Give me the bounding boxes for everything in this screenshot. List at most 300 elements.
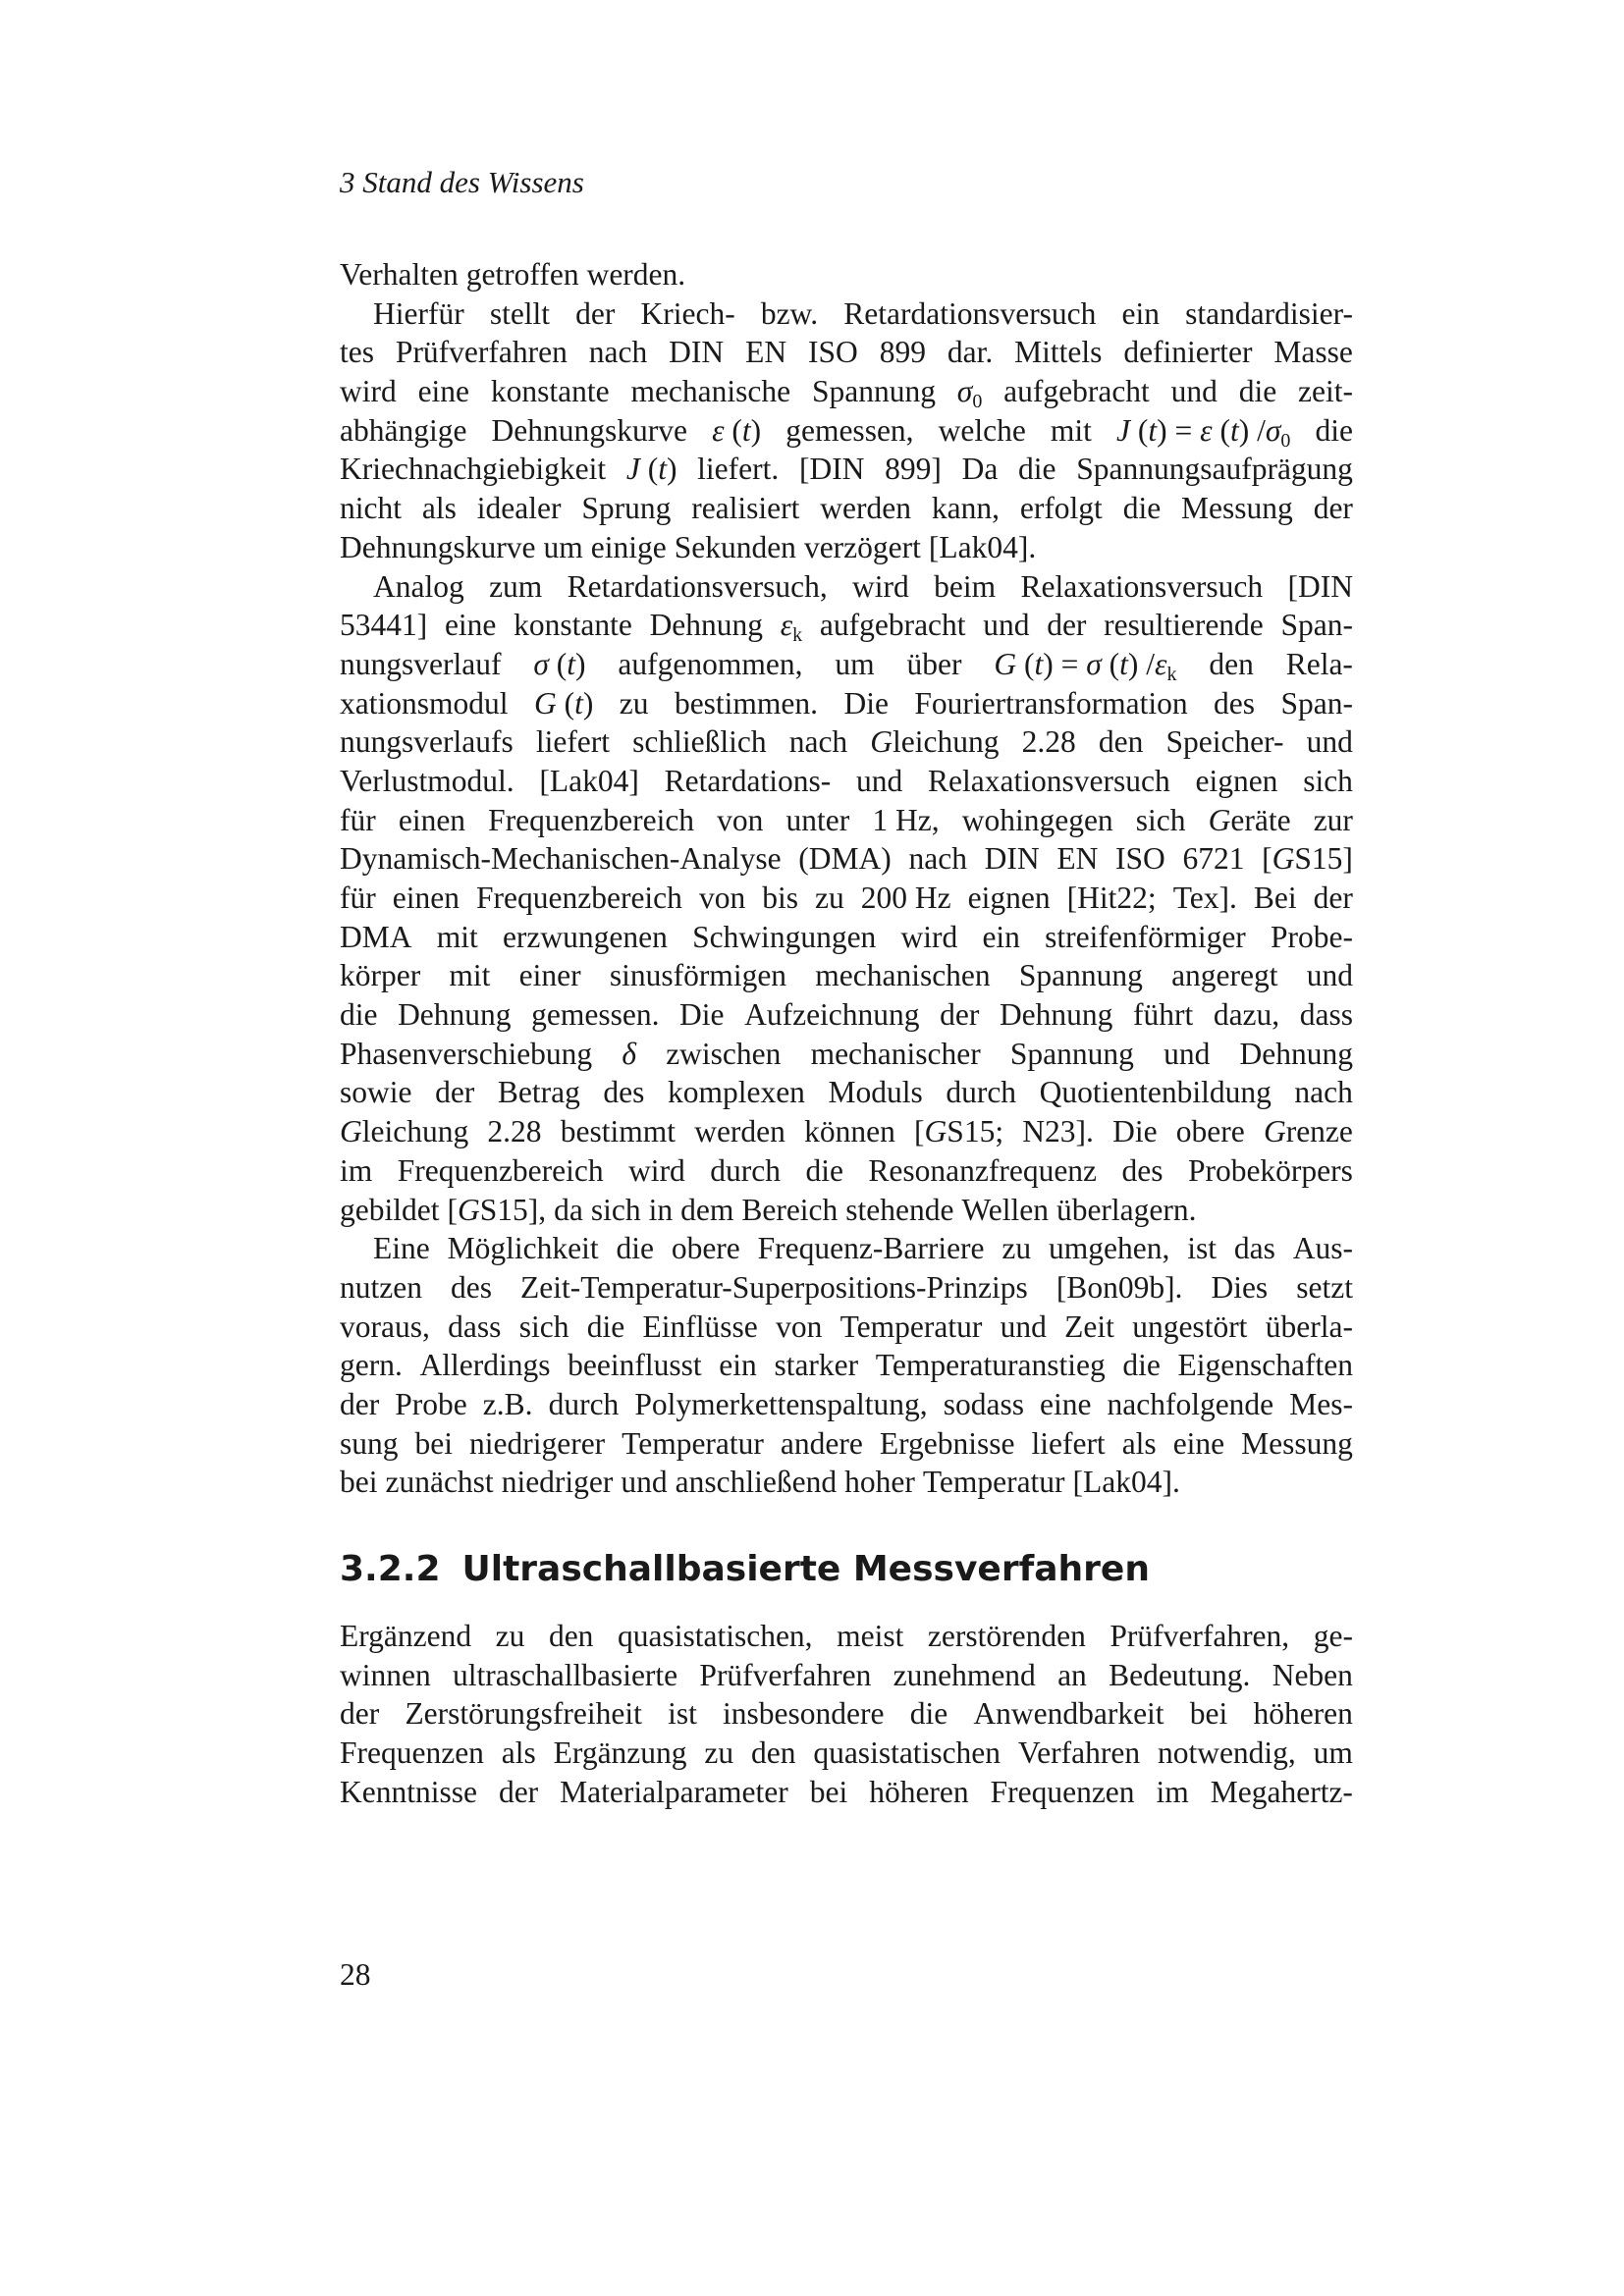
word: ein bbox=[1121, 295, 1161, 331]
word: Ergänzend bbox=[340, 1619, 472, 1653]
word: Bedeutung. bbox=[1109, 1657, 1251, 1692]
word: 899 bbox=[879, 335, 926, 370]
word: Ergänzung bbox=[553, 1735, 687, 1771]
text-line bbox=[340, 1073, 1353, 1112]
word: und bbox=[1306, 724, 1353, 760]
text-line bbox=[340, 995, 1353, 1035]
word: N23]. bbox=[1022, 1114, 1094, 1149]
word: den bbox=[750, 1735, 796, 1771]
word: Eine bbox=[373, 1231, 430, 1266]
paragraphs-before-section bbox=[340, 255, 1353, 1502]
word: die bbox=[805, 1152, 843, 1188]
word: wird bbox=[628, 1152, 685, 1188]
word: liefert bbox=[535, 724, 611, 760]
word: mit bbox=[436, 919, 478, 954]
word: Probe bbox=[395, 1386, 467, 1421]
word: 2.28 bbox=[487, 1114, 542, 1149]
word: Dehnungskurve bbox=[491, 412, 687, 448]
word: Die bbox=[1112, 1114, 1158, 1149]
word: Aufzeichnung bbox=[744, 997, 920, 1033]
word: [GS15] bbox=[1262, 841, 1353, 877]
word: werden bbox=[694, 1114, 785, 1149]
text-line bbox=[340, 1035, 1353, 1074]
word: hoher bbox=[844, 1465, 915, 1500]
word: quasistatischen bbox=[813, 1735, 1001, 1771]
word: [Hit22; bbox=[1066, 881, 1157, 915]
word: sich bbox=[1135, 802, 1186, 837]
word: 200 Hz bbox=[860, 881, 951, 915]
word: und bbox=[1000, 1308, 1047, 1344]
text-line bbox=[340, 956, 1353, 995]
word: kann, bbox=[931, 491, 1000, 526]
word: sich bbox=[1303, 763, 1353, 798]
word: Masse bbox=[1273, 335, 1353, 370]
word: Resonanzfrequenz bbox=[868, 1152, 1098, 1188]
section-title: Ultraschallbasierte Messverfahren bbox=[461, 1549, 1150, 1589]
word: einen bbox=[398, 802, 466, 837]
word: eine bbox=[444, 608, 497, 643]
word: 6721 bbox=[1182, 841, 1245, 877]
text-line bbox=[340, 1773, 1353, 1812]
word: DIN bbox=[984, 841, 1040, 877]
word: Mittels bbox=[1014, 335, 1103, 370]
word: mechanischer bbox=[810, 1036, 981, 1071]
word: und bbox=[983, 608, 1030, 643]
word: der bbox=[1313, 881, 1353, 915]
text-line bbox=[340, 606, 1353, 645]
word: Retardationsversuch, bbox=[567, 568, 828, 604]
word: von bbox=[717, 802, 764, 837]
word: starker bbox=[774, 1348, 859, 1383]
word: ungestört bbox=[1132, 1308, 1248, 1344]
word: [GS15], bbox=[447, 1192, 547, 1227]
word: Eigenschaften bbox=[1177, 1348, 1353, 1383]
text-line bbox=[340, 762, 1353, 801]
word: Probekörpers bbox=[1187, 1152, 1353, 1188]
word: ge- bbox=[1313, 1619, 1353, 1653]
word: Quotientenbildung bbox=[1039, 1075, 1272, 1110]
word: da bbox=[554, 1192, 583, 1227]
word: zerstörenden bbox=[927, 1619, 1086, 1653]
word: Dies bbox=[1211, 1269, 1269, 1305]
word: einer bbox=[518, 958, 581, 993]
word: bei bbox=[809, 1774, 848, 1809]
word: standardisier- bbox=[1185, 295, 1353, 331]
word: einen bbox=[392, 881, 460, 915]
word: bzw. bbox=[760, 295, 819, 331]
word: Die bbox=[679, 997, 725, 1033]
word: meist bbox=[837, 1619, 904, 1653]
word: insbesondere bbox=[723, 1696, 885, 1732]
word: des bbox=[450, 1269, 492, 1305]
word: sich bbox=[518, 1308, 569, 1344]
word: notwendig, bbox=[1157, 1735, 1296, 1771]
word: beim bbox=[934, 568, 997, 604]
word: die bbox=[340, 997, 378, 1033]
text-line bbox=[340, 1112, 1353, 1151]
word: streifenförmiger bbox=[1045, 919, 1246, 954]
word: Temperatur bbox=[922, 1465, 1065, 1500]
word: komplexen bbox=[667, 1075, 805, 1110]
word: sinusförmigen bbox=[609, 958, 787, 993]
word: Dynamisch-Mechanischen-Analyse bbox=[340, 841, 782, 877]
word: setzt bbox=[1296, 1269, 1353, 1305]
word: Aus- bbox=[1292, 1231, 1353, 1266]
word: [DIN bbox=[798, 452, 865, 487]
word: die bbox=[909, 1696, 948, 1732]
word: Wellen bbox=[961, 1192, 1049, 1227]
word: als bbox=[501, 1735, 536, 1771]
word: und bbox=[1164, 1036, 1211, 1071]
word: an bbox=[1057, 1657, 1087, 1692]
text-line bbox=[340, 684, 1353, 723]
word: in bbox=[648, 1192, 674, 1227]
word: bei bbox=[1189, 1696, 1228, 1732]
word: Analog bbox=[373, 568, 464, 604]
word: liefert. bbox=[697, 452, 780, 487]
text-line bbox=[340, 333, 1353, 372]
word: Dehnung bbox=[1239, 1036, 1353, 1071]
word: Spannung bbox=[811, 374, 936, 409]
text-line bbox=[340, 918, 1353, 957]
word: stehende bbox=[845, 1192, 954, 1227]
word: der bbox=[498, 1774, 539, 1809]
word: um bbox=[1313, 1735, 1353, 1771]
word: (DMA) bbox=[798, 841, 892, 877]
text-line bbox=[340, 1463, 1353, 1502]
word: niedriger bbox=[501, 1465, 614, 1500]
word: unter bbox=[785, 802, 850, 837]
word: Sprung bbox=[581, 491, 672, 526]
word: und bbox=[1306, 958, 1353, 993]
word: Ergebnisse bbox=[879, 1425, 1015, 1461]
word: Frequenzen bbox=[990, 1774, 1135, 1809]
word: höheren bbox=[869, 1774, 969, 1809]
word: den bbox=[548, 1619, 594, 1653]
word: Moduls bbox=[828, 1075, 923, 1110]
word: dazu, bbox=[1213, 997, 1280, 1033]
word: den bbox=[1098, 724, 1144, 760]
word: ein bbox=[719, 1348, 757, 1383]
word: und bbox=[621, 1465, 668, 1500]
word: J (t) bbox=[625, 452, 677, 487]
word: Dehnung bbox=[999, 997, 1113, 1033]
text-line bbox=[340, 1694, 1353, 1734]
word: durch bbox=[710, 1152, 781, 1188]
word: $\sigma_0$ bbox=[956, 374, 983, 413]
word: Frequenzbereich bbox=[397, 1152, 604, 1188]
word: Tex]. bbox=[1172, 881, 1237, 915]
word: dass bbox=[1299, 997, 1353, 1033]
word: J (t) = ε (t) $/\sigma_0$ bbox=[1116, 412, 1291, 452]
word: sich bbox=[590, 1192, 641, 1227]
word: Prüfverfahren, bbox=[1110, 1619, 1290, 1653]
word: Messung bbox=[1241, 1425, 1353, 1461]
word: gern. bbox=[340, 1348, 403, 1383]
word: gemessen, bbox=[785, 412, 914, 448]
word: getroffen bbox=[465, 257, 579, 292]
text-line bbox=[340, 567, 1353, 607]
word: Anwendbarkeit bbox=[973, 1696, 1164, 1732]
word: mit bbox=[1050, 412, 1092, 448]
word: Gleichung bbox=[870, 724, 1000, 760]
word: Die bbox=[843, 685, 889, 721]
word: erfolgt bbox=[1019, 491, 1103, 526]
word: im bbox=[340, 1152, 373, 1188]
word: bestimmt bbox=[560, 1114, 676, 1149]
page-number: 28 bbox=[340, 1957, 371, 1992]
word: obere bbox=[1175, 1114, 1245, 1149]
word: nachfolgende bbox=[1107, 1386, 1274, 1421]
word: sowie bbox=[340, 1075, 412, 1110]
word: 1 Hz, bbox=[872, 802, 940, 837]
word: andere bbox=[780, 1425, 863, 1461]
word: nutzen bbox=[340, 1269, 422, 1305]
text-line bbox=[340, 294, 1353, 334]
word: Geräte bbox=[1208, 802, 1291, 837]
text-line bbox=[340, 645, 1353, 684]
word: des bbox=[1214, 685, 1256, 721]
text-line bbox=[340, 1424, 1353, 1464]
word: nach bbox=[788, 724, 848, 760]
word: liefert bbox=[1031, 1425, 1106, 1461]
text-line bbox=[340, 1229, 1353, 1268]
word: zunehmend bbox=[893, 1657, 1036, 1692]
word: mechanische bbox=[630, 374, 791, 409]
word: zeit- bbox=[1298, 374, 1353, 409]
word: durch bbox=[548, 1386, 620, 1421]
text-line bbox=[340, 1656, 1353, 1695]
word: Dehnung bbox=[398, 997, 512, 1033]
word: Frequenzbereich bbox=[476, 881, 682, 915]
word: EN bbox=[745, 335, 787, 370]
text-line bbox=[340, 1151, 1353, 1191]
word: erzwungenen bbox=[502, 919, 668, 954]
word: Allerdings bbox=[419, 1348, 551, 1383]
word: xationsmodul bbox=[340, 685, 509, 721]
word: die bbox=[616, 1231, 654, 1266]
section-heading bbox=[340, 1547, 1150, 1592]
word: Prüfverfahren bbox=[699, 1657, 872, 1692]
word: konstante bbox=[490, 374, 610, 409]
text-line bbox=[340, 1734, 1353, 1773]
word: [Lak04]. bbox=[928, 529, 1037, 564]
word: ist bbox=[1187, 1231, 1217, 1266]
word: Frequenzbereich bbox=[488, 802, 695, 837]
word: nach bbox=[908, 841, 967, 877]
word: zu bbox=[495, 1619, 525, 1653]
word: den bbox=[1209, 646, 1254, 681]
word: für bbox=[340, 802, 376, 837]
word: eine bbox=[1172, 1425, 1225, 1461]
running-head: 3 Stand des Wissens bbox=[340, 165, 584, 199]
word: quasistatischen, bbox=[617, 1619, 813, 1653]
word: überlagern. bbox=[1056, 1192, 1197, 1227]
word: zunächst bbox=[385, 1465, 494, 1500]
text-line bbox=[340, 1268, 1353, 1308]
word: zu bbox=[1001, 1231, 1032, 1266]
word: Rela- bbox=[1285, 646, 1353, 681]
text-line bbox=[340, 450, 1353, 489]
word: gemessen. bbox=[531, 997, 660, 1033]
word: der bbox=[1313, 491, 1353, 526]
word: Kenntnisse bbox=[340, 1774, 477, 1809]
word: Zeit bbox=[1064, 1308, 1114, 1344]
word: Betrag bbox=[497, 1075, 580, 1110]
word: Phasenverschiebung bbox=[340, 1036, 593, 1071]
word: der bbox=[340, 1386, 380, 1421]
word: tes bbox=[340, 335, 374, 370]
word: Gleichung bbox=[340, 1114, 469, 1149]
word: [GS15; bbox=[914, 1114, 1004, 1149]
word: die bbox=[1315, 412, 1353, 448]
word: Bei bbox=[1253, 881, 1297, 915]
paragraph-after-section bbox=[340, 1617, 1353, 1811]
word: Polymerkettenspaltung, bbox=[634, 1386, 928, 1421]
word: um bbox=[543, 529, 583, 564]
word: wohingegen bbox=[961, 802, 1113, 837]
text-line bbox=[340, 255, 1353, 294]
word: Relaxationsversuch bbox=[1020, 568, 1264, 604]
word: Materialparameter bbox=[560, 1774, 788, 1809]
word: von bbox=[698, 881, 746, 915]
word: zur bbox=[1313, 802, 1353, 837]
word: nach bbox=[1294, 1075, 1353, 1110]
word: Dehnung bbox=[649, 608, 764, 643]
word: der bbox=[435, 1075, 475, 1110]
word: obere bbox=[671, 1231, 740, 1266]
word: die bbox=[1122, 491, 1162, 526]
word: und bbox=[856, 763, 903, 798]
word: sung bbox=[340, 1425, 399, 1461]
word: Fouriertransformation bbox=[914, 685, 1188, 721]
text-line bbox=[340, 722, 1353, 762]
word: Span- bbox=[1280, 685, 1353, 721]
word: das bbox=[1233, 1231, 1275, 1266]
word: beeinflusst bbox=[568, 1348, 702, 1383]
word: die bbox=[586, 1308, 625, 1344]
word: Prüfverfahren bbox=[395, 335, 568, 370]
word: des bbox=[603, 1075, 645, 1110]
word: EN bbox=[1056, 841, 1099, 877]
word: Temperatur bbox=[839, 1308, 983, 1344]
word: Retardationsversuch bbox=[843, 295, 1097, 331]
word: Speicher- bbox=[1165, 724, 1284, 760]
word: Sekunden bbox=[674, 529, 796, 564]
word: 2.28 bbox=[1021, 724, 1076, 760]
word: Kriechnachgiebigkeit bbox=[340, 452, 607, 487]
word: überla- bbox=[1265, 1308, 1353, 1344]
word: die bbox=[1122, 1348, 1161, 1383]
word: ISO bbox=[808, 335, 858, 370]
word: Neben bbox=[1272, 1657, 1353, 1692]
word: Probe- bbox=[1271, 919, 1353, 954]
word: aufgenommen, bbox=[618, 646, 803, 681]
word: um bbox=[835, 646, 875, 681]
word: aufgebracht bbox=[819, 608, 966, 643]
word: σ (t) bbox=[533, 646, 586, 681]
word: ε (t) bbox=[712, 412, 762, 448]
word: Schwingungen bbox=[692, 919, 877, 954]
word: z.B. bbox=[482, 1386, 533, 1421]
word: konstante bbox=[514, 608, 632, 643]
word: durch bbox=[946, 1075, 1017, 1110]
word: der bbox=[1047, 608, 1087, 643]
word: der bbox=[340, 1696, 380, 1732]
word: Da bbox=[961, 452, 999, 487]
word: der bbox=[575, 295, 616, 331]
word: anschließend bbox=[675, 1465, 838, 1500]
word: als bbox=[1121, 1425, 1157, 1461]
text-line bbox=[340, 801, 1353, 840]
word: dass bbox=[448, 1308, 502, 1344]
word: nach bbox=[588, 335, 648, 370]
word: des bbox=[1121, 1152, 1164, 1188]
word: Messung bbox=[1181, 491, 1293, 526]
text-line bbox=[340, 372, 1353, 411]
section-number: 3.2.2 bbox=[340, 1549, 441, 1589]
word: wird bbox=[340, 374, 397, 409]
word: zwischen bbox=[666, 1036, 782, 1071]
word: Frequenzen bbox=[340, 1735, 484, 1771]
word: zu bbox=[704, 1735, 734, 1771]
word: der bbox=[940, 997, 980, 1033]
word: körper bbox=[340, 958, 421, 993]
word: bis bbox=[762, 881, 798, 915]
word: ein bbox=[982, 919, 1020, 954]
word: $\varepsilon_k$ bbox=[780, 608, 803, 647]
word: als bbox=[421, 491, 457, 526]
word: Möglichkeit bbox=[447, 1231, 599, 1266]
word: Verhalten bbox=[340, 257, 459, 292]
word: Spannung bbox=[1009, 1036, 1134, 1071]
word: mechanischen bbox=[815, 958, 991, 993]
word: Hierfür bbox=[373, 295, 464, 331]
word: [Bon09b]. bbox=[1056, 1269, 1183, 1305]
text-line bbox=[340, 528, 1353, 567]
text-line bbox=[340, 879, 1353, 918]
word: eignen bbox=[1195, 763, 1278, 798]
word: über bbox=[906, 646, 962, 681]
word: G (t) = σ (t) $/\varepsilon_k$ bbox=[994, 646, 1177, 685]
text-line bbox=[340, 839, 1353, 879]
word: die bbox=[1018, 452, 1056, 487]
word: mit bbox=[449, 958, 491, 993]
word: eignen bbox=[967, 881, 1051, 915]
word: Dehnungskurve bbox=[340, 529, 536, 564]
word: DIN bbox=[669, 335, 725, 370]
word: bei bbox=[414, 1425, 453, 1461]
word: Relaxationsversuch bbox=[928, 763, 1170, 798]
word: Verfahren bbox=[1017, 1735, 1141, 1771]
word: schließlich bbox=[632, 724, 767, 760]
word: niedrigerer bbox=[469, 1425, 606, 1461]
word: die bbox=[1238, 374, 1277, 409]
text-line bbox=[340, 489, 1353, 528]
word: Retardations- bbox=[664, 763, 832, 798]
word: einige bbox=[590, 529, 667, 564]
text-line bbox=[340, 1191, 1353, 1230]
word: abhängige bbox=[340, 412, 467, 448]
text-line bbox=[340, 1385, 1353, 1424]
word: Verlustmodul. bbox=[340, 763, 514, 798]
word: bei bbox=[340, 1465, 378, 1500]
word: Span- bbox=[1280, 608, 1353, 643]
word: ultraschallbasierte bbox=[453, 1657, 678, 1692]
word: werden bbox=[820, 491, 911, 526]
word: Temperatur bbox=[622, 1425, 764, 1461]
word: Bereich bbox=[741, 1192, 839, 1227]
